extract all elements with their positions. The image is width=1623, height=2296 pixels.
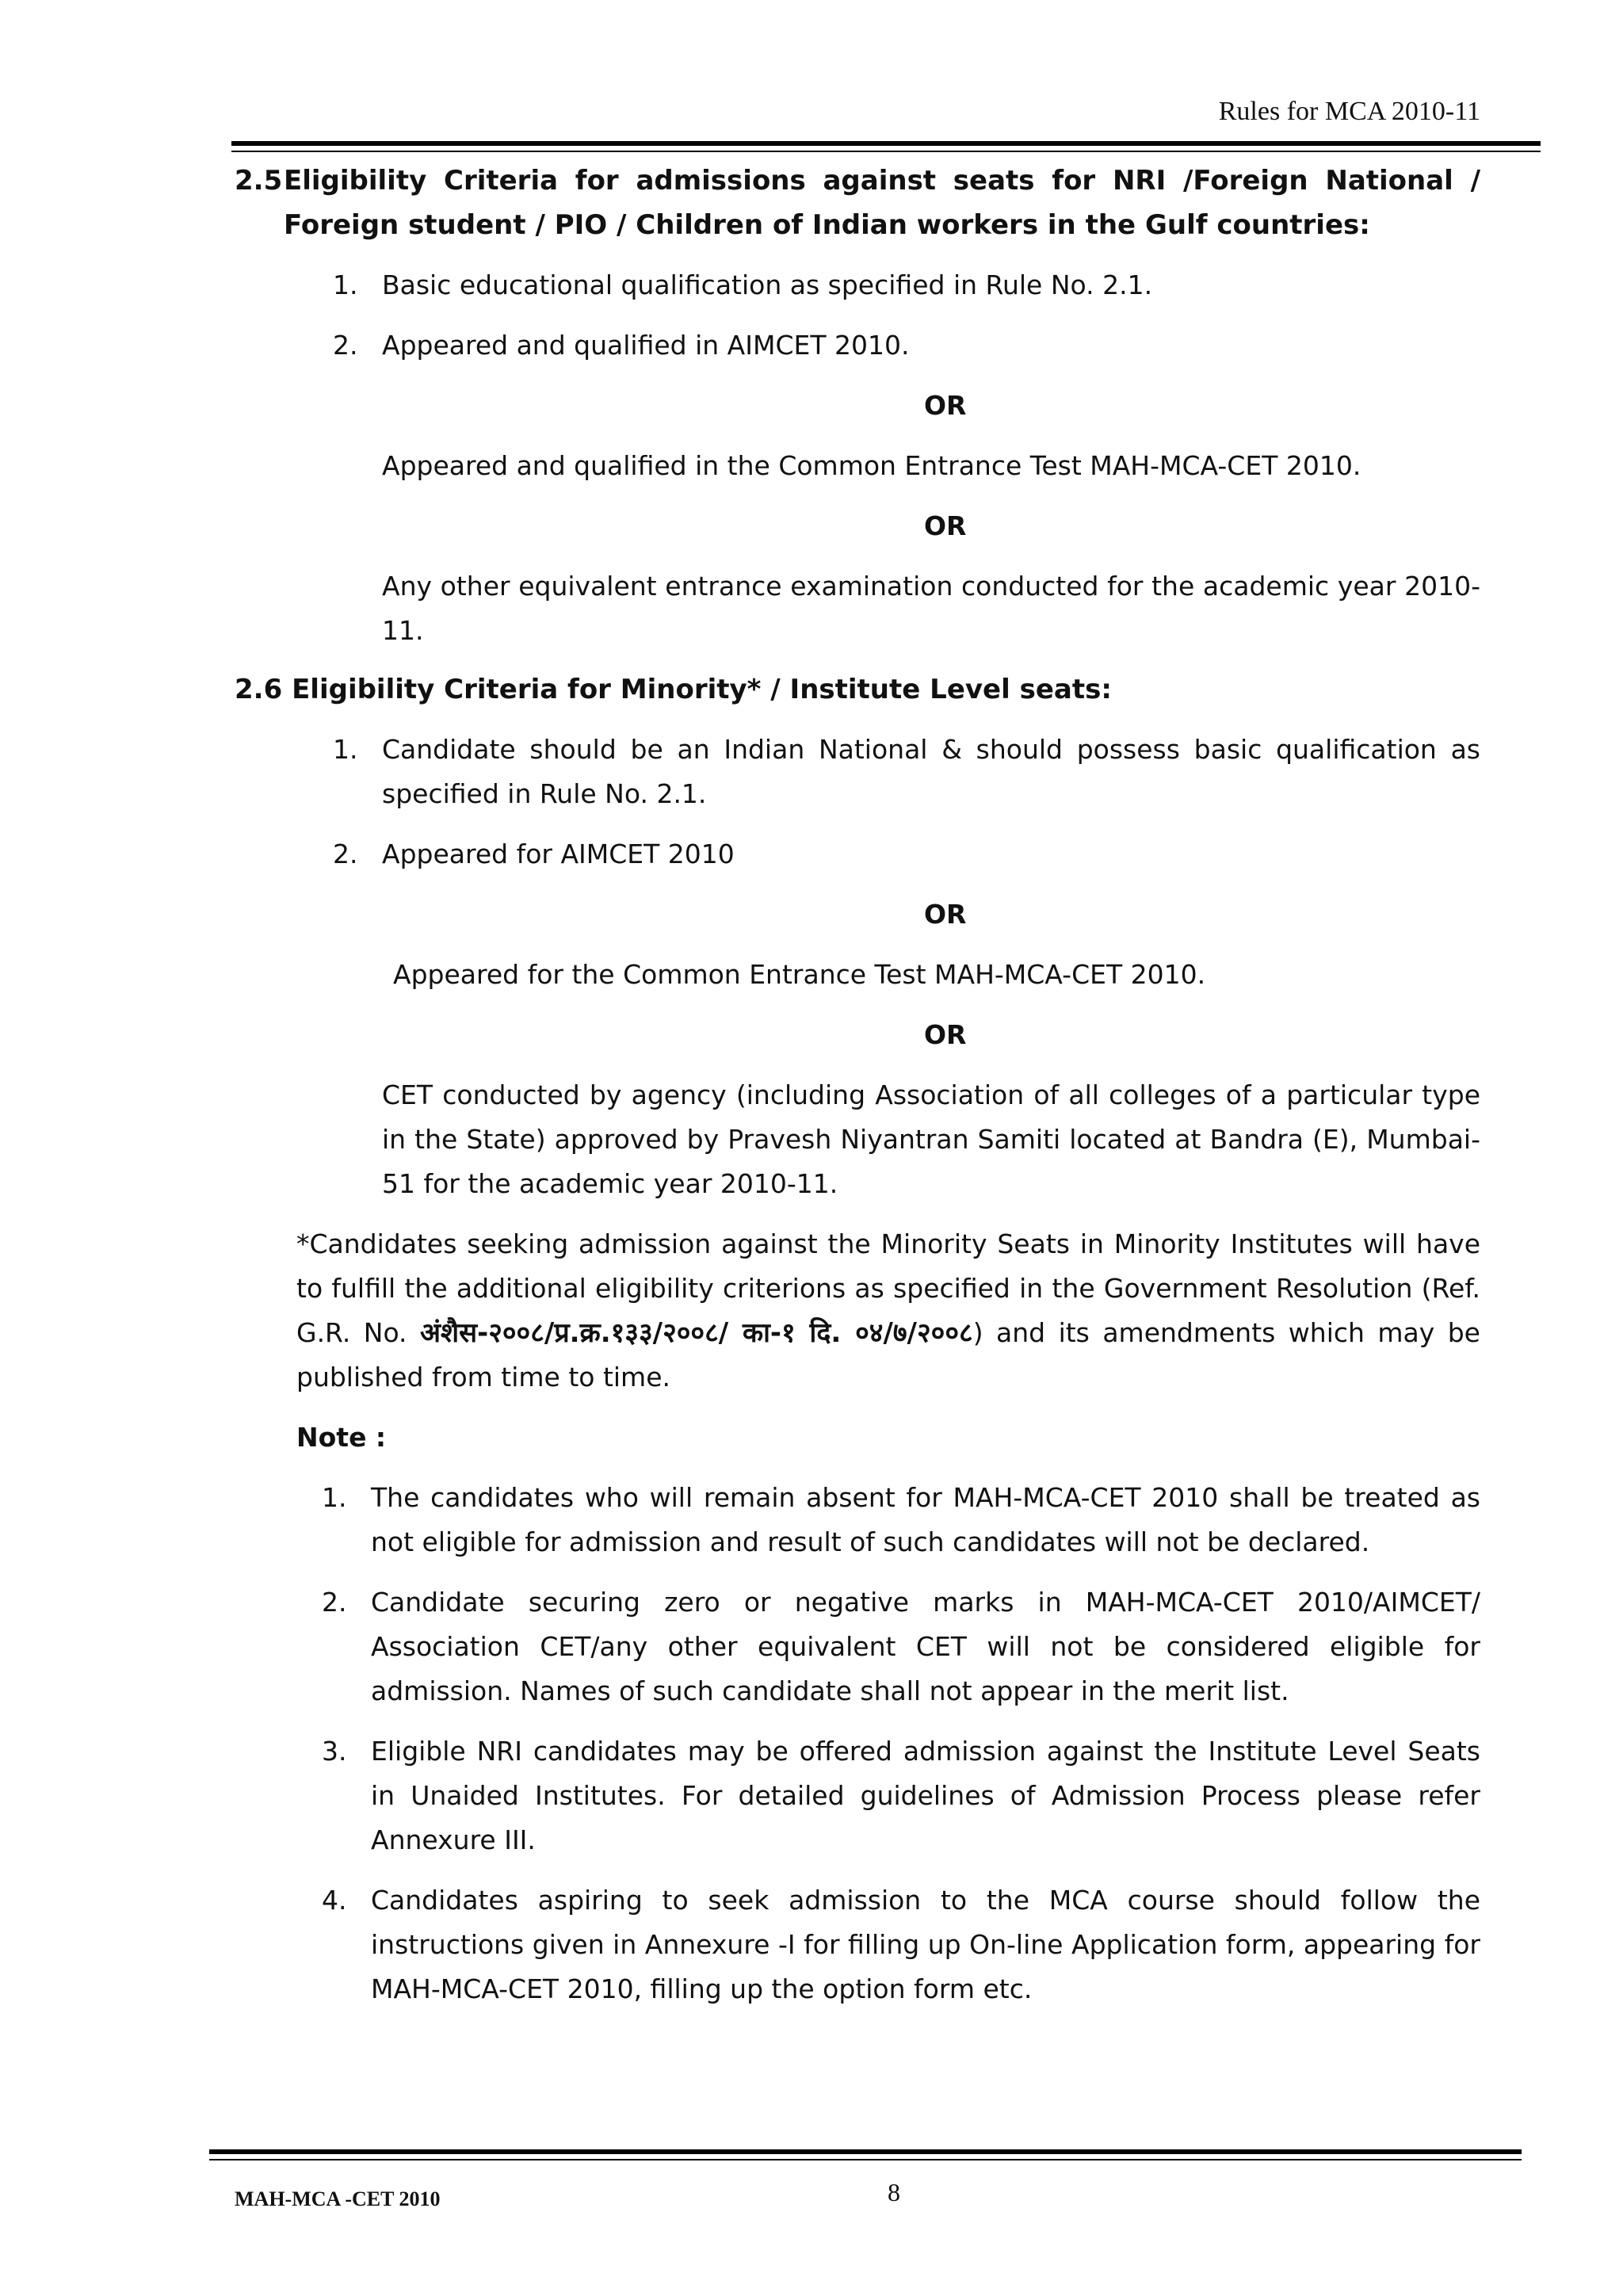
running-header: Rules for MCA 2010-11 bbox=[1218, 97, 1480, 126]
minority-footnote bbox=[296, 1222, 1480, 1400]
note-item bbox=[322, 1878, 1480, 2011]
footer-rule-thick bbox=[209, 2149, 1522, 2154]
or-separator: OR bbox=[924, 390, 967, 421]
section-title: Eligibility Criteria for admissions against seats for NRI /Foreign National / Foreign student / PIO / Children of Indian workers in the Gulf countries: bbox=[284, 165, 1480, 241]
note-item bbox=[322, 1476, 1480, 1564]
footer-rule-thin bbox=[209, 2159, 1522, 2160]
note-item-number: 1. bbox=[322, 1482, 347, 1513]
list-item-number: 2. bbox=[333, 839, 358, 869]
note-item bbox=[322, 1729, 1480, 1862]
page-number: 8 bbox=[888, 2178, 900, 2206]
minority-footnote-text: *Candidates seeking admission against the Minority Seats in Minority Institutes will have to fulfill the additional eligibility criterions as specified in the Government Resolution (Ref. G.R. No. bbox=[296, 1228, 1480, 1348]
list-item-text: Appeared for AIMCET 2010 bbox=[382, 839, 735, 869]
or-separator: OR bbox=[924, 899, 967, 930]
list-item bbox=[333, 323, 1480, 368]
note-item-text: Candidate securing zero or negative marks in MAH-MCA-CET 2010/AIMCET/ Association CET/any other equivalent CET will not be considered eligible for admission. Names of such candidate shall not appear in the merit list. bbox=[371, 1587, 1480, 1706]
note-item-number: 4. bbox=[322, 1885, 347, 1916]
list-item-text: Appeared and qualified in AIMCET 2010. bbox=[382, 330, 910, 361]
list-item bbox=[333, 832, 1480, 877]
note-item-text: The candidates who will remain absent for MAH-MCA-CET 2010 shall be treated as not eligible for admission and result of such candidates will not be declared. bbox=[371, 1482, 1480, 1557]
list-item bbox=[333, 263, 1480, 308]
list-item-text: Candidate should be an Indian National & should possess basic qualification as specified in Rule No. 2.1. bbox=[382, 734, 1480, 809]
list-item-number: 1. bbox=[333, 734, 358, 765]
section-2-5-heading bbox=[235, 159, 1480, 247]
note-item-text: Eligible NRI candidates may be offered admission against the Institute Level Seats in Unaided Institutes. For detailed guidelines of Admission Process please refer Annexure III. bbox=[371, 1736, 1480, 1855]
alternative-text: Appeared and qualified in the Common Entrance Test MAH-MCA-CET 2010. bbox=[382, 450, 1361, 481]
list-item-number: 1. bbox=[333, 269, 358, 300]
government-resolution-reference: अंशैस-२००८/प्र.क्र.१३३/२००८/ का-१ दि. ०४/७/२००८ bbox=[420, 1317, 973, 1349]
note-item-text: Candidates aspiring to seek admission to the MCA course should follow the instructions given in Annexure -I for filling up On-line Application form, appearing for MAH-MCA-CET 2010, filling up the option form etc. bbox=[371, 1885, 1480, 2004]
section-number: 2.5 bbox=[235, 165, 283, 197]
alternative-text: CET conducted by agency (including Association of all colleges of a particular type in the State) approved by Pravesh Niyantran Samiti located at Bandra (E), Mumbai-51 for the academic year 2010-11. bbox=[382, 1079, 1480, 1199]
list-item-number: 2. bbox=[333, 330, 358, 361]
alternative-text: Any other equivalent entrance examination conducted for the academic year 2010-11. bbox=[382, 571, 1480, 646]
note-item-number: 2. bbox=[322, 1587, 347, 1618]
page-content bbox=[235, 159, 1480, 2011]
note-item bbox=[322, 1580, 1480, 1713]
or-separator: OR bbox=[924, 510, 967, 541]
list-item-text: Basic educational qualification as specified in Rule No. 2.1. bbox=[382, 269, 1153, 300]
header-rule-thick bbox=[231, 141, 1541, 146]
note-item-number: 3. bbox=[322, 1736, 347, 1767]
footer-title: MAH-MCA -CET 2010 bbox=[235, 2187, 441, 2210]
header-rule-thin bbox=[231, 151, 1541, 152]
alternative-text: Appeared for the Common Entrance Test MAH-MCA-CET 2010. bbox=[393, 959, 1206, 990]
notes-heading: Note : bbox=[296, 1422, 387, 1453]
list-item bbox=[333, 728, 1480, 816]
or-separator: OR bbox=[924, 1019, 967, 1050]
minority-footnote-text-end: ) and its amendments which may be published from time to time. bbox=[296, 1317, 1480, 1392]
section-2-6-heading: 2.6 Eligibility Criteria for Minority* / Institute Level seats: bbox=[235, 674, 1112, 705]
